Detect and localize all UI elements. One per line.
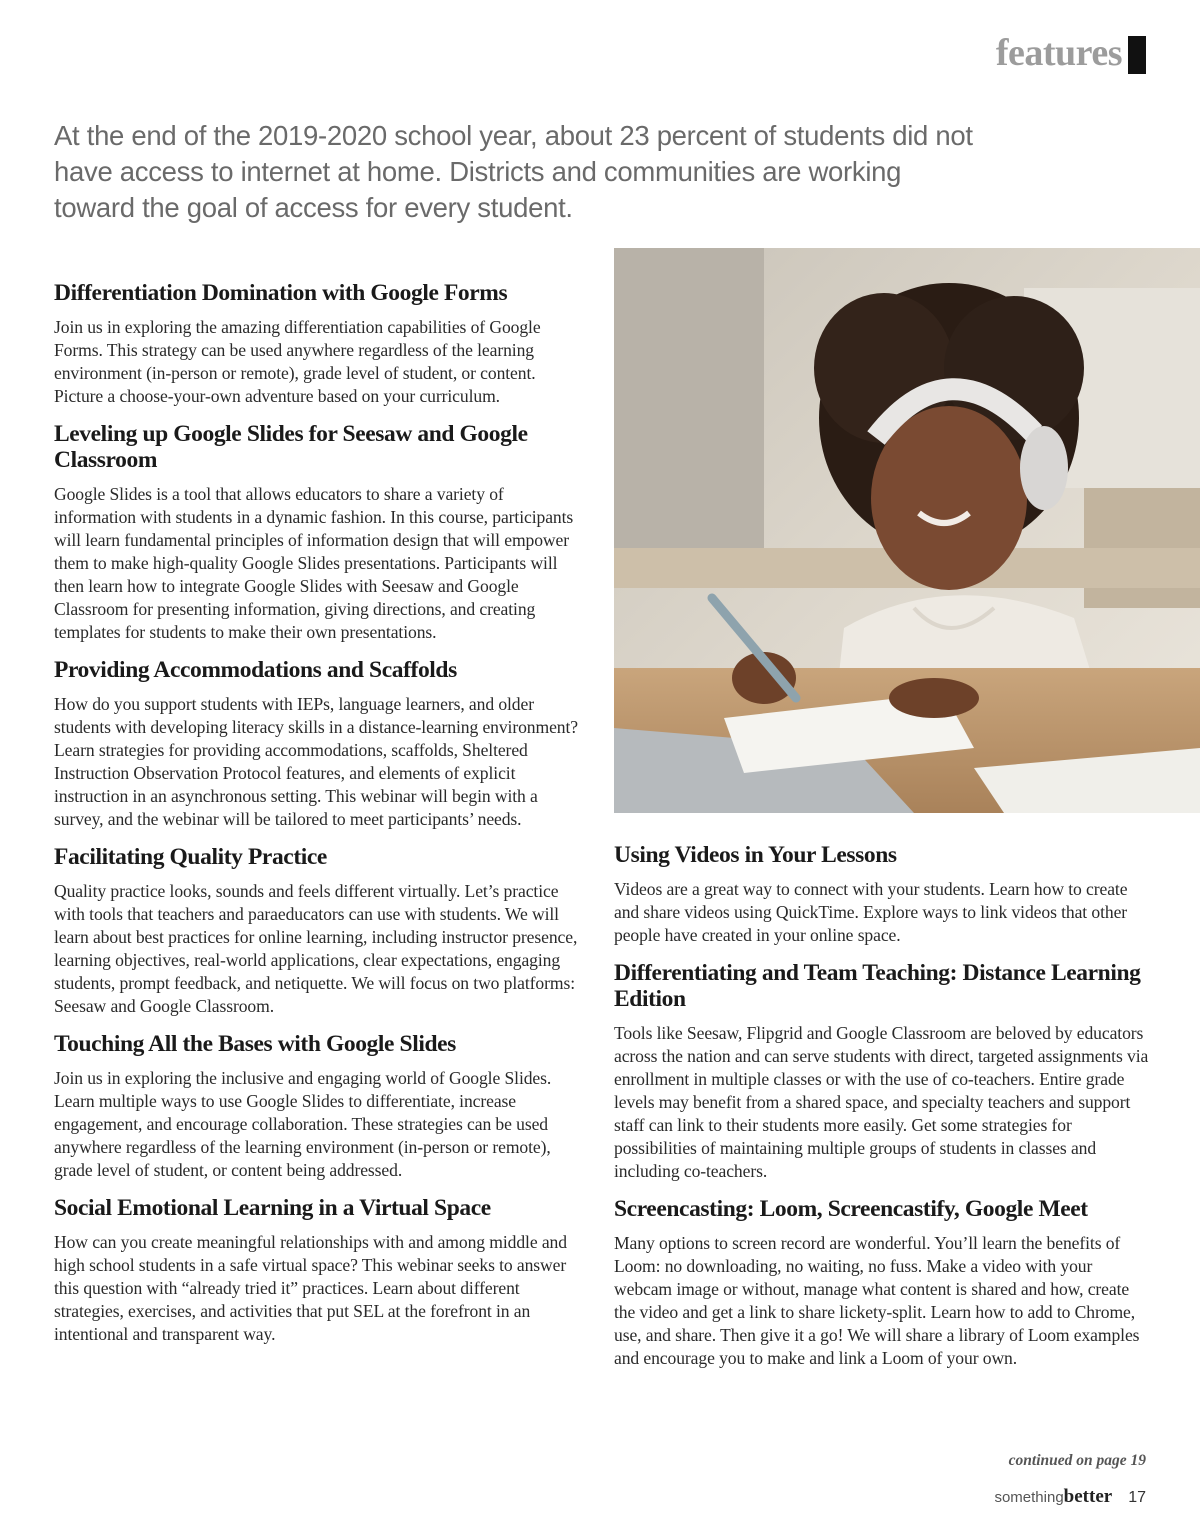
article-body: Join us in exploring the inclusive and engaging world of Google Slides. Learn multiple ways to use Google Slides to differentiate, increase engagement, and encourage collaboration. These strategies can be used anywhere regardless of the learning environment (in-person or remote), grade level of student, or content being addressed. <box>54 1068 552 1180</box>
article-sel-virtual <box>54 1195 584 1346</box>
article-title: Using Videos in Your Lessons <box>614 842 897 868</box>
page-footer <box>994 1486 1146 1508</box>
article-google-forms <box>54 280 584 408</box>
article-screencasting <box>614 1196 1150 1370</box>
article-team-teaching <box>614 960 1150 1183</box>
article-title: Differentiation Domination with Google Forms <box>54 280 508 306</box>
page-number: 17 <box>1128 1489 1146 1506</box>
article-google-slides-seesaw <box>54 421 584 644</box>
article-title: Leveling up Google Slides for Seesaw and Google Classroom <box>54 421 528 473</box>
article-title: Facilitating Quality Practice <box>54 844 327 870</box>
article-body: Join us in exploring the amazing differentiation capabilities of Google Forms. This strategy can be used anywhere regardless of the learning environment (in-person or remote), grade level of student, or content. Picture a choose-your-own adventure based on your curriculum. <box>54 317 541 406</box>
continued-note: continued on page 19 <box>1008 1452 1146 1469</box>
article-title: Touching All the Bases with Google Slides <box>54 1031 456 1057</box>
article-touching-bases <box>54 1031 584 1182</box>
article-title: Providing Accommodations and Scaffolds <box>54 657 457 683</box>
article-title: Differentiating and Team Teaching: Distance Learning Edition <box>614 960 1141 1012</box>
brand-prefix: something <box>994 1489 1064 1506</box>
article-body: Many options to screen record are wonderful. You’ll learn the benefits of Loom: no downloading, no waiting, no fuss. Make a video with your webcam image or without, manage what content is shared and how, create the video and get a link to share lickety-split. Learn how to add to Chrome, use, and share. Then give it a go! We will share a library of Loom examples and encourage you to make and link a Loom of your own. <box>614 1233 1140 1368</box>
article-body: Tools like Seesaw, Flipgrid and Google Classroom are beloved by educators across the nation and can serve students with direct, targeted assignments via enrollment in multiple classes or with the use of co-teachers. Entire grade levels may benefit from a shared space, and specialty teachers and support staff can link to their students more easily. Get some strategies for possibilities of maintaining multiple groups of students in classes and including co-teachers. <box>614 1023 1149 1181</box>
section-label: features <box>995 32 1122 74</box>
article-quality-practice <box>54 844 584 1018</box>
article-body: Google Slides is a tool that allows educators to share a variety of information with students in a dynamic fashion. In this course, participants will learn fundamental principles of information design that will empower them to make high-quality Google Slides presentations. Participants will then learn how to integrate Google Slides with Seesaw and Google Classroom for presenting information, giving directions, and creating templates for students to make their own presentations. <box>54 484 574 642</box>
article-title: Social Emotional Learning in a Virtual Space <box>54 1195 491 1221</box>
article-body: Quality practice looks, sounds and feels different virtually. Let’s practice with tools that teachers and paraeducators can use with students. We will learn about best practices for online learning, including instructor presence, learning objectives, real-world applications, clear expectations, engaging students, prompt feedback, and netiquette. We will focus on two platforms: Seesaw and Google Classroom. <box>54 881 578 1016</box>
article-body: How can you create meaningful relationships with and among middle and high school students in a safe virtual space? This webinar seeks to answer this question with “already tried it” practices. Learn about different strategies, exercises, and activities that put SEL at the forefront in an intentional and transparent way. <box>54 1232 567 1344</box>
article-using-videos <box>614 842 1150 947</box>
brand-suffix: better <box>1063 1486 1113 1507</box>
right-column <box>614 842 1150 1383</box>
intro-pull-quote: At the end of the 2019-2020 school year, about 23 percent of students did not have access to internet at home. Districts and communities are working toward the goal of access for every student. <box>54 120 973 223</box>
article-body: How do you support students with IEPs, language learners, and older students with developing literacy skills in a distance-learning environment? Learn strategies for providing accommodations, scaffolds, Sheltered Instruction Observation Protocol features, and elements of explicit instruction in an asynchronous setting. This webinar will begin with a survey, and the webinar will be tailored to meet participants’ needs. <box>54 694 578 829</box>
section-marker-bar <box>1128 36 1146 74</box>
student-with-headphones-photo <box>614 248 1200 813</box>
left-column <box>54 280 584 1359</box>
article-body: Videos are a great way to connect with your students. Learn how to create and share videos using QuickTime. Explore ways to link videos that other people have created in your online space. <box>614 879 1128 945</box>
article-title: Screencasting: Loom, Screencastify, Google Meet <box>614 1196 1088 1222</box>
article-accommodations <box>54 657 584 831</box>
